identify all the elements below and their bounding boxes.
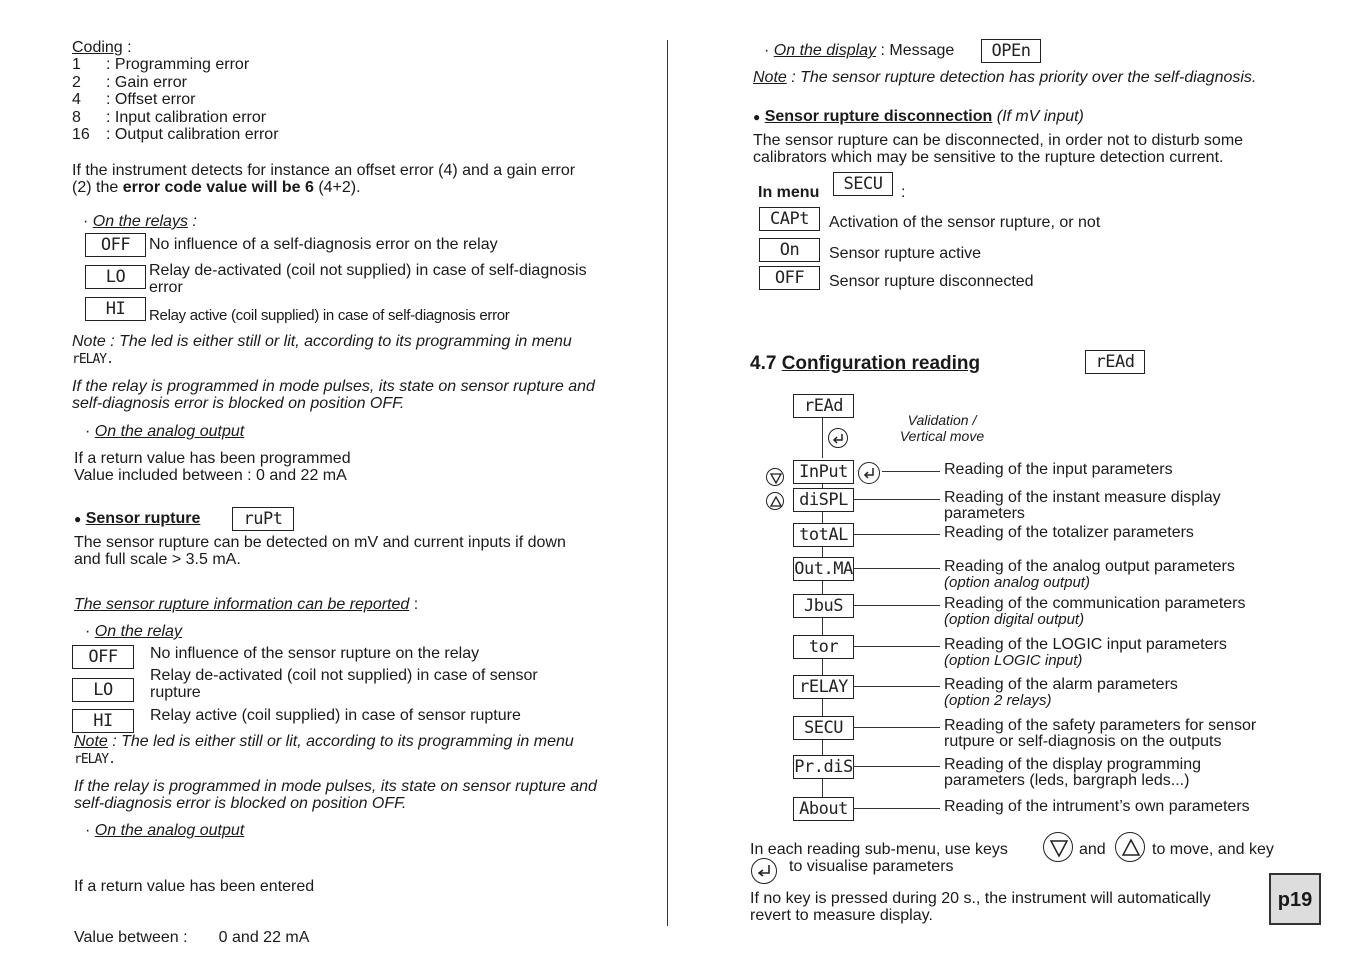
secu-option-description: Activation of the sensor rupture, or not: [829, 214, 1101, 231]
analog-output-heading-2: · On the analog output: [85, 822, 245, 839]
timeout-note: If no key is pressed during 20 s., the instrument will automatically revert to measure display.: [750, 890, 1211, 924]
menu-relay-code-1: rELAY.: [72, 352, 113, 367]
relay-heading-2: · On the relay: [85, 623, 182, 640]
relay-mode-description: Relay de-activated (coil not supplied) in case of self-diagnosis error: [149, 262, 587, 296]
secu-option-description: Sensor rupture disconnected: [829, 273, 1034, 290]
diagram-item-description: Reading of the communication parameters (option digital output): [944, 595, 1246, 628]
relay-mode-code: OFF: [85, 233, 146, 257]
diagram-connector: [853, 686, 940, 687]
relay-mode-code: HI: [72, 709, 134, 733]
relay-mode-code: LO: [85, 265, 146, 289]
section-code: rEAd: [1085, 350, 1145, 374]
down-key-icon: [766, 468, 784, 486]
sensor-rupture-text: The sensor rupture can be detected on mV and current inputs if down and full scale > 3.5 mA.: [74, 534, 566, 568]
diagram-menu-code: tor: [793, 635, 854, 659]
relays-heading: · On the relays :: [83, 213, 197, 230]
diagram-menu-code: InPut: [793, 460, 854, 484]
diagram-menu-code: totAL: [793, 523, 854, 547]
diagram-menu-code: Out.MA: [794, 559, 853, 579]
column-divider: [667, 40, 668, 926]
relay-mode-code: HI: [85, 297, 146, 321]
disconnection-heading: ● Sensor rupture disconnection (If mV input): [753, 108, 1084, 125]
diagram-item-description: Reading of the safety parameters for sensor rutpure or self-diagnosis on the outputs: [944, 717, 1257, 750]
up-key-icon: [1115, 832, 1145, 862]
diagram-connector: [853, 499, 940, 500]
in-menu-colon: :: [901, 184, 906, 201]
diagram-item-description: Reading of the totalizer parameters: [944, 524, 1194, 541]
analog-output-text-2: If a return value has been entered Value between : 0 and 22 mA: [74, 878, 315, 946]
section-heading: 4.7 Configuration reading: [750, 353, 981, 374]
diagram-connector: [853, 646, 940, 647]
pulses-note-1: If the relay is programmed in mode pulses, its state on sensor rupture and self-diagnosis error is blocked on position OFF.: [72, 378, 595, 412]
secu-option-code: CAPt: [759, 207, 820, 231]
diagram-item-description: Reading of the LOGIC input parameters (option LOGIC input): [944, 636, 1227, 669]
secu-option-code: OFF: [759, 266, 820, 290]
diagram-root-stem: [822, 417, 823, 458]
diagram-menu-code: JbuS: [793, 594, 854, 618]
diagram-connector: [882, 471, 940, 472]
relay-mode-code: OFF: [72, 645, 134, 669]
keys-and: and: [1079, 841, 1106, 858]
diagram-menu-code: SECU: [793, 716, 854, 740]
diagram-item-description: Reading of the instant measure display parameters: [944, 489, 1221, 522]
diagram-menu-code: About: [793, 797, 854, 821]
enter-key-icon: [858, 462, 880, 484]
analog-output-text-1: If a return value has been programmed Value included between : 0 and 22 mA: [74, 450, 351, 484]
enter-key-icon: [751, 858, 777, 884]
note-led-1: Note : The led is either still or lit, according to its programming in menu: [72, 333, 572, 350]
relay-mode-description: Relay active (coil supplied) in case of self-diagnosis error: [149, 307, 510, 324]
pulses-note-2: If the relay is programmed in mode pulses, its state on sensor rupture and self-diagnosis error is blocked on position OFF.: [74, 778, 597, 812]
secu-option-description: Sensor rupture active: [829, 245, 982, 262]
analog-output-heading-1: · On the analog output: [85, 423, 245, 440]
enter-key-icon: [828, 428, 848, 448]
diagram-menu-code: diSPL: [793, 488, 854, 512]
keys-instruction-line2: to visualise parameters: [789, 858, 954, 875]
diagram-item-description: Reading of the intrument’s own parameters: [944, 798, 1250, 815]
display-heading: · On the display : Message: [764, 42, 955, 59]
diagram-item-description: Reading of the alarm parameters (option 2 relays): [944, 676, 1178, 709]
display-open-code: OPEn: [981, 39, 1041, 63]
priority-note: Note : The sensor rupture detection has priority over the self-diagnosis.: [753, 69, 1257, 86]
keys-instruction-line1: In each reading sub-menu, use keys: [750, 841, 1008, 858]
relay-mode-description: Relay de-activated (coil not supplied) in case of sensor rupture: [150, 667, 538, 701]
diagram-item-description: Reading of the input parameters: [944, 461, 1173, 478]
coding-heading: Coding :: [72, 39, 132, 56]
relay-mode-code: LO: [72, 678, 134, 702]
diagram-connector: [853, 727, 940, 728]
up-key-icon: [766, 492, 784, 510]
page-number-badge: p19: [1269, 873, 1321, 925]
secu-option-code: On: [759, 238, 820, 262]
diagram-root-read: rEAd: [793, 394, 854, 418]
diagram-item-description: Reading of the display programming parameters (leds, bargraph leds...): [944, 756, 1202, 789]
diagram-item-description: Reading of the analog output parameters (option analog output): [944, 558, 1235, 591]
validation-label: Validation / Vertical move: [899, 412, 985, 444]
diagram-connector: [853, 605, 940, 606]
sensor-rupture-heading: ● Sensor rupture: [74, 510, 201, 527]
error-example-paragraph: If the instrument detects for instance an offset error (4) and a gain error (2) the error code value will be 6 (4+2).: [72, 162, 576, 196]
reported-heading: The sensor rupture information can be reported :: [74, 596, 419, 613]
keys-instruction-line1b: to move, and key: [1152, 841, 1274, 858]
diagram-menu-code: Pr.diS: [794, 757, 853, 777]
relay-mode-description: No influence of a self-diagnosis error on the relay: [149, 236, 498, 253]
relay-mode-description: No influence of the sensor rupture on the relay: [150, 645, 480, 662]
menu-relay-code-2: rELAY.: [74, 752, 115, 767]
note-led-2: Note : The led is either still or lit, according to its programming in menu: [74, 733, 574, 750]
diagram-connector: [853, 808, 940, 809]
in-menu-code: SECU: [833, 172, 893, 196]
sensor-rupture-code: ruPt: [232, 507, 294, 531]
down-key-icon: [1043, 832, 1073, 862]
diagram-connector: [853, 766, 940, 767]
disconnection-text: The sensor rupture can be disconnected, in order not to disturb some calibrators which may be sensitive to the rupture detection current.: [753, 132, 1244, 166]
diagram-connector: [853, 534, 940, 535]
diagram-menu-code: rELAY: [793, 675, 854, 699]
diagram-connector: [853, 568, 940, 569]
in-menu-label: In menu: [758, 184, 820, 201]
relay-mode-description: Relay active (coil supplied) in case of sensor rupture: [150, 707, 521, 724]
